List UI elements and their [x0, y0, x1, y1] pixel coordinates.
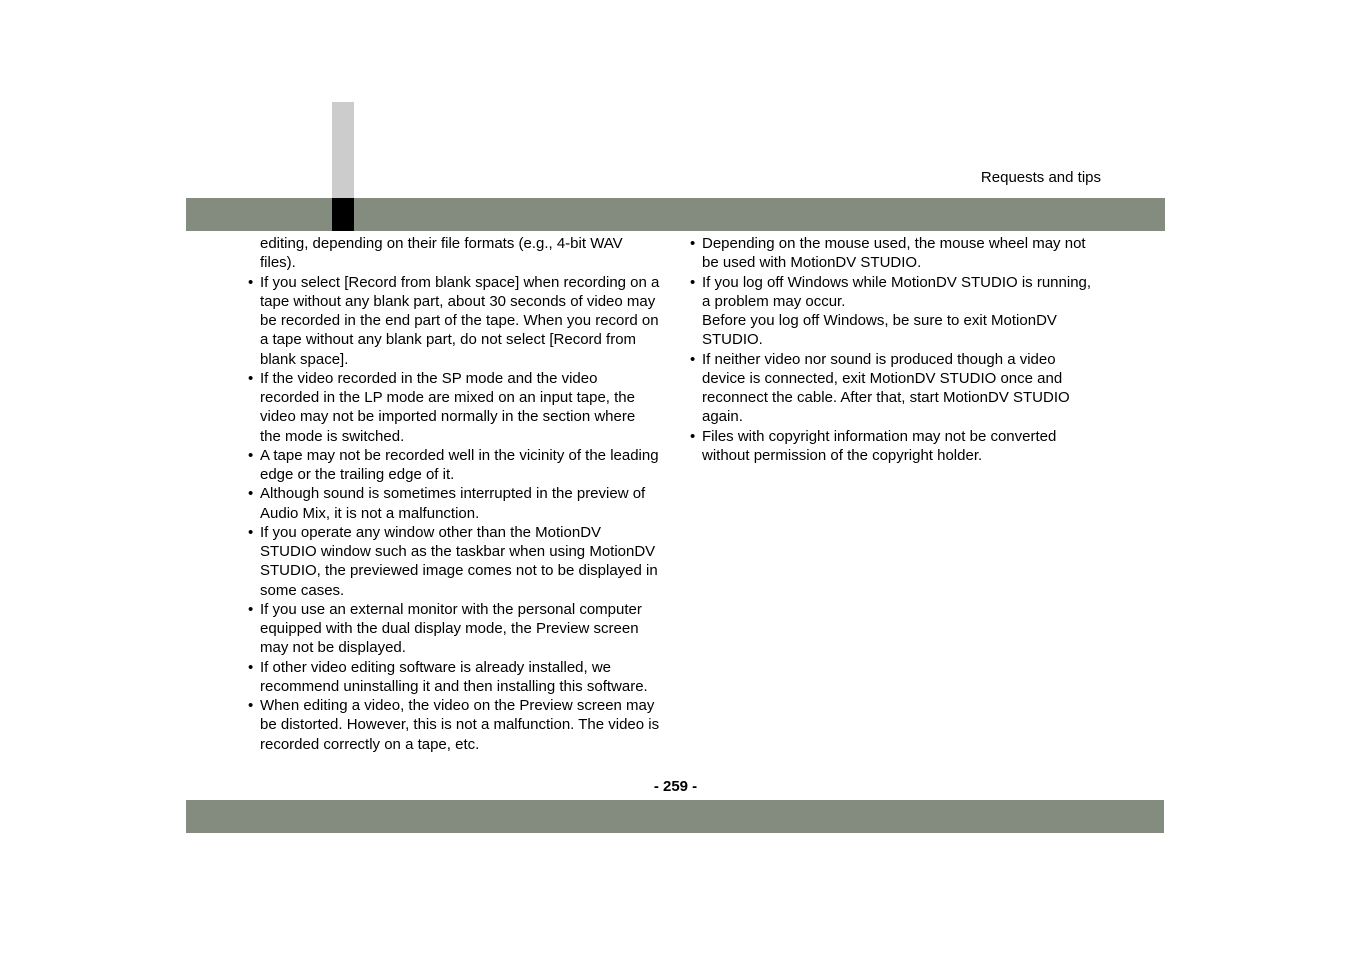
list-item: • If other video editing software is already installed, we recommend uninstalling it and then installing this software.: [248, 658, 660, 697]
list-item: • Although sound is sometimes interrupted in the preview of Audio Mix, it is not a malfunction.: [248, 484, 660, 523]
page-number: - 259 -: [653, 778, 698, 795]
list-item-text: • Files with copyright information may not be converted without permission of the copyright holder.: [702, 427, 1057, 464]
tips-list-right: [690, 234, 1102, 465]
list-item: [690, 427, 1102, 466]
list-item: [690, 273, 1102, 350]
list-item: • If you operate any window other than the MotionDV STUDIO window such as the taskbar when using MotionDV STUDIO, the previewed image comes not to be displayed in some cases.: [248, 523, 660, 600]
tips-list-left: [248, 273, 660, 754]
list-item: [690, 350, 1102, 427]
right-column: [690, 234, 1102, 465]
list-item-text: • Depending on the mouse used, the mouse wheel may not be used with MotionDV STUDIO.: [702, 235, 1086, 272]
footer-bar: [186, 800, 1164, 833]
list-item: • A tape may not be recorded well in the vicinity of the leading edge or the trailing edge of it.: [248, 446, 660, 485]
chapter-tab-marker: [332, 198, 354, 231]
section-title: Requests and tips: [980, 169, 1101, 186]
list-item: • If the video recorded in the SP mode and the video recorded in the LP mode are mixed on an input tape, the video may not be imported normally in the section where the mode is switched.: [248, 369, 660, 446]
continued-text: editing, depending on their file formats (e.g., 4-bit WAV files).: [260, 235, 623, 272]
chapter-tab-upper: [332, 102, 354, 198]
list-item: [690, 234, 1102, 273]
left-column: [248, 234, 660, 754]
list-item: • When editing a video, the video on the Preview screen may be distorted. However, this is not a malfunction. The video is recorded correctly on a tape, etc.: [248, 696, 660, 754]
list-item-note: Before you log off Windows, be sure to exit MotionDV STUDIO.: [702, 312, 1057, 349]
list-item: • If you select [Record from blank space] when recording on a tape without any blank part, about 30 seconds of video may be recorded in the end part of the tape. When you record on a tape without any blank part, do not select [Record from blank space].: [248, 273, 660, 369]
list-item: • If you use an external monitor with the personal computer equipped with the dual display mode, the Preview screen may not be displayed.: [248, 600, 660, 658]
list-item-text: • If neither video nor sound is produced though a video device is connected, exit MotionDV STUDIO once and reconnect the cable. After that, start MotionDV STUDIO again.: [702, 350, 1070, 426]
list-item-text: • If you log off Windows while MotionDV STUDIO is running, a problem may occur.: [702, 273, 1092, 310]
